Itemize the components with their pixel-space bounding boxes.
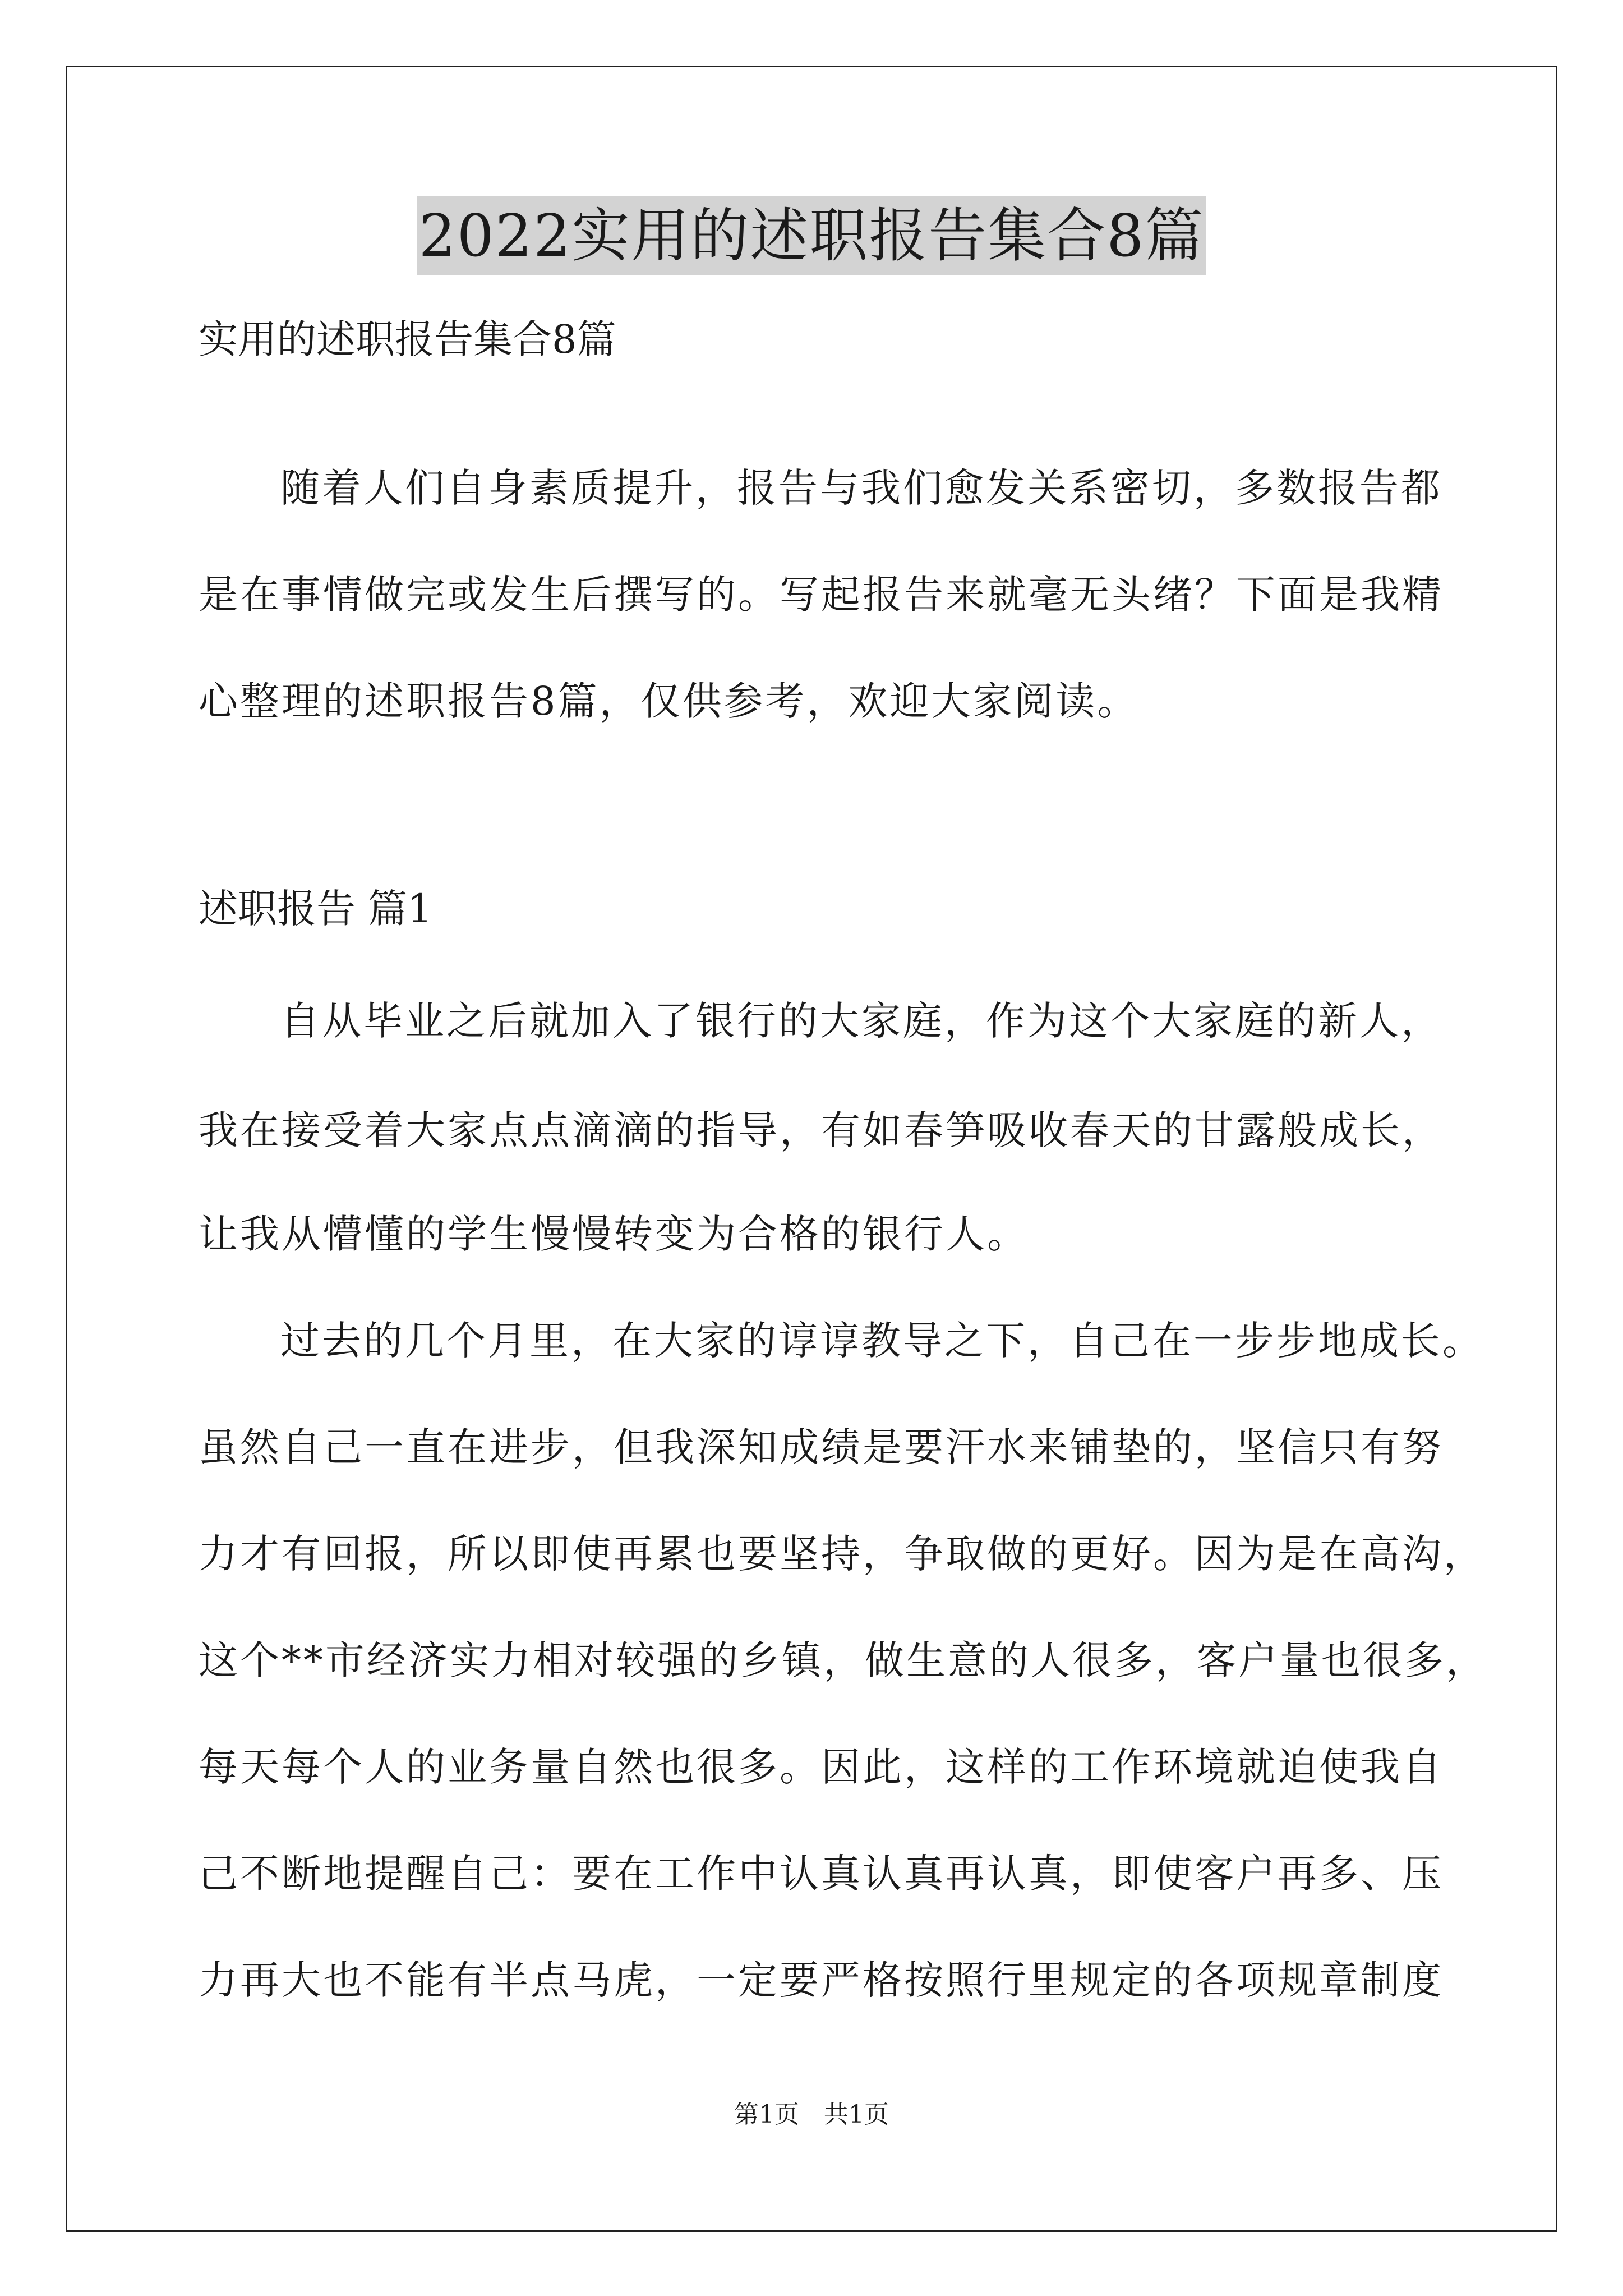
document-subtitle: 实用的述职报告集合8篇 [199,316,616,362]
para2-line-5: 每天每个人的业务量自然也很多。因此，这样的工作环境就迫使我自 [199,1744,1444,1790]
document-title: 2022实用的述职报告集合8篇 [417,196,1207,275]
para2-line-1: 过去的几个月里，在大家的谆谆教导之下，自己在一步步地成长。 [280,1318,1484,1364]
para1-line-2: 我在接受着大家点点滴滴的指导，有如春笋吸收春天的甘露般成长， [199,1107,1444,1153]
section-heading: 述职报告 篇1 [199,886,432,932]
intro-line-1: 随着人们自身素质提升，报告与我们愈发关系密切，多数报告都 [280,465,1442,511]
intro-line-2: 是在事情做完或发生后撰写的。写起报告来就毫无头绪？下面是我精 [199,572,1444,618]
para2-line-7: 力再大也不能有半点马虎，一定要严格按照行里规定的各项规章制度 [199,1957,1444,2003]
intro-line-3: 心整理的述职报告8篇，仅供参考，欢迎大家阅读。 [199,678,1139,724]
title-container [0,196,1623,275]
para2-line-6: 己不断地提醒自己：要在工作中认真认真再认真，即使客户再多、压 [199,1851,1444,1897]
para1-line-1: 自从毕业之后就加入了银行的大家庭，作为这个大家庭的新人， [280,998,1442,1044]
para1-line-3: 让我从懵懂的学生慢慢转变为合格的银行人。 [199,1211,1029,1257]
para2-line-4: 这个**市经济实力相对较强的乡镇，做生意的人很多，客户量也很多， [199,1637,1487,1683]
page-footer: 第1页 共1页 [734,2100,889,2129]
para2-line-2: 虽然自己一直在进步，但我深知成绩是要汗水来铺垫的，坚信只有努 [199,1424,1444,1470]
para2-line-3: 力才有回报，所以即使再累也要坚持，争取做的更好。因为是在高沟， [199,1531,1485,1577]
